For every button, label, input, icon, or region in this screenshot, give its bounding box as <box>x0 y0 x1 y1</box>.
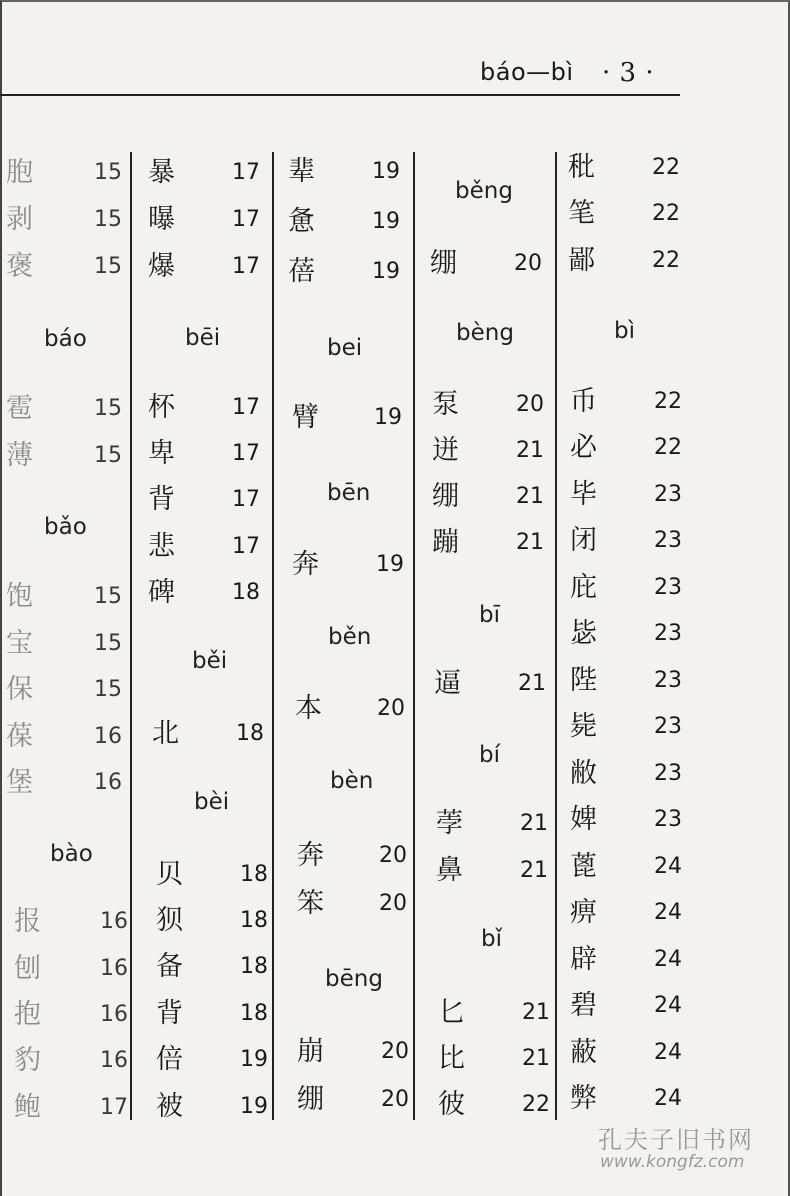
column-divider <box>555 152 557 1120</box>
index-entry: 碧 24 <box>570 990 682 1021</box>
index-entry: 本 20 <box>295 693 405 724</box>
index-entry: 奔 20 <box>297 840 407 871</box>
pinyin-heading: báo <box>44 326 87 352</box>
index-entry: 抱 16 <box>14 999 128 1030</box>
index-entry: 卑 17 <box>148 438 260 469</box>
pinyin-heading: bī <box>479 602 500 628</box>
index-entry: 敝 23 <box>570 758 682 789</box>
header-rule <box>0 94 680 96</box>
index-entry: 匕 21 <box>438 997 550 1028</box>
site-watermark <box>598 1120 773 1180</box>
index-entry: 贝 18 <box>156 859 268 890</box>
index-entry: 褒 15 <box>6 251 122 282</box>
index-entry: 被 19 <box>156 1091 268 1122</box>
index-entry: 痹 24 <box>570 897 682 928</box>
pinyin-heading: bào <box>50 841 93 867</box>
page-number: · 3 · <box>602 58 655 88</box>
index-entry: 胞 15 <box>6 157 122 188</box>
index-entry: 辟 24 <box>570 944 682 975</box>
index-entry: 币 22 <box>570 386 682 417</box>
column-divider <box>413 152 415 1120</box>
index-entry: 崩 20 <box>297 1036 409 1067</box>
index-entry: 笔 22 <box>568 198 680 229</box>
index-entry: 鲍 17 <box>14 1092 128 1123</box>
index-entry: 刨 16 <box>14 953 128 984</box>
column-divider <box>130 152 132 1120</box>
index-entry: 毕 23 <box>570 479 682 510</box>
index-entry: 报 16 <box>14 906 128 937</box>
index-entry: 闭 23 <box>570 525 682 556</box>
index-entry: 毖 23 <box>570 618 682 649</box>
index-entry: 豹 16 <box>14 1045 128 1076</box>
pinyin-heading: bèng <box>456 320 514 346</box>
index-entry: 碑 18 <box>148 577 260 608</box>
index-entry: 鼻 21 <box>436 855 548 886</box>
pinyin-heading: bí <box>479 742 500 768</box>
index-entry: 陛 23 <box>570 665 682 696</box>
pinyin-heading: běn <box>328 624 372 650</box>
index-entry: 绷 20 <box>430 248 542 279</box>
index-entry: 薄 15 <box>6 440 122 471</box>
index-entry: 曝 17 <box>148 204 260 235</box>
index-entry: 背 17 <box>148 484 260 515</box>
index-entry: 饱 15 <box>6 581 122 612</box>
index-entry: 蹦 21 <box>432 527 544 558</box>
pinyin-heading: bì <box>614 318 635 344</box>
header-pinyin-range: báo—bì <box>480 58 574 86</box>
index-entry: 惫 19 <box>288 206 400 237</box>
pinyin-heading: bēi <box>185 325 221 351</box>
pinyin-heading: bèi <box>194 789 230 815</box>
index-entry: 逼 21 <box>434 668 546 699</box>
pinyin-heading: bèn <box>330 768 374 794</box>
pinyin-heading: bēn <box>327 480 371 506</box>
index-entry: 堡 16 <box>6 767 122 798</box>
index-entry: 臂 19 <box>292 402 402 433</box>
watermark-url: www.kongfz.com <box>600 1152 745 1172</box>
pinyin-heading: bēng <box>325 966 383 992</box>
index-entry: 荸 21 <box>436 808 548 839</box>
index-entry: 雹 15 <box>6 393 122 424</box>
index-entry: 婢 23 <box>570 804 682 835</box>
index-entry: 保 15 <box>6 674 122 705</box>
index-entry: 宝 15 <box>6 628 122 659</box>
index-entry: 绷 21 <box>432 481 544 512</box>
index-entry: 倍 19 <box>156 1044 268 1075</box>
pinyin-heading: běng <box>455 178 513 204</box>
index-entry: 鄙 22 <box>568 245 680 276</box>
index-entry: 比 21 <box>438 1043 550 1074</box>
pinyin-heading: běi <box>192 648 228 674</box>
index-entry: 毙 23 <box>570 711 682 742</box>
pinyin-heading: bei <box>327 335 363 361</box>
index-entry: 悲 17 <box>148 531 260 562</box>
index-entry: 北 18 <box>152 718 264 749</box>
index-entry: 迸 21 <box>432 435 544 466</box>
index-entry: 绷 20 <box>297 1084 409 1115</box>
index-entry: 必 22 <box>570 432 682 463</box>
index-entry: 奔 19 <box>292 549 404 580</box>
index-entry: 爆 17 <box>148 251 260 282</box>
column-divider <box>272 152 274 1120</box>
index-entry: 辈 19 <box>288 156 400 187</box>
index-entry: 笨 20 <box>297 888 407 919</box>
index-entry: 庇 23 <box>570 572 682 603</box>
index-entry: 弊 24 <box>570 1083 682 1114</box>
index-entry: 泵 20 <box>432 389 544 420</box>
pinyin-heading: bǎo <box>44 514 87 540</box>
index-entry: 蔽 24 <box>570 1037 682 1068</box>
index-entry: 蓖 24 <box>570 851 682 882</box>
index-entry: 彼 22 <box>438 1089 550 1120</box>
index-entry: 狈 18 <box>156 905 268 936</box>
index-entry: 背 18 <box>156 998 268 1029</box>
index-entry: 暴 17 <box>148 157 260 188</box>
index-entry: 杯 17 <box>148 392 260 423</box>
index-entry: 备 18 <box>156 951 268 982</box>
pinyin-heading: bǐ <box>481 926 502 952</box>
running-header <box>480 58 680 88</box>
index-entry: 葆 16 <box>6 721 122 752</box>
watermark-name: 孔夫子旧书网 <box>598 1126 754 1154</box>
index-entry: 蓓 19 <box>288 256 400 287</box>
index-entry: 剥 15 <box>6 204 122 235</box>
index-entry: 秕 22 <box>568 152 680 183</box>
